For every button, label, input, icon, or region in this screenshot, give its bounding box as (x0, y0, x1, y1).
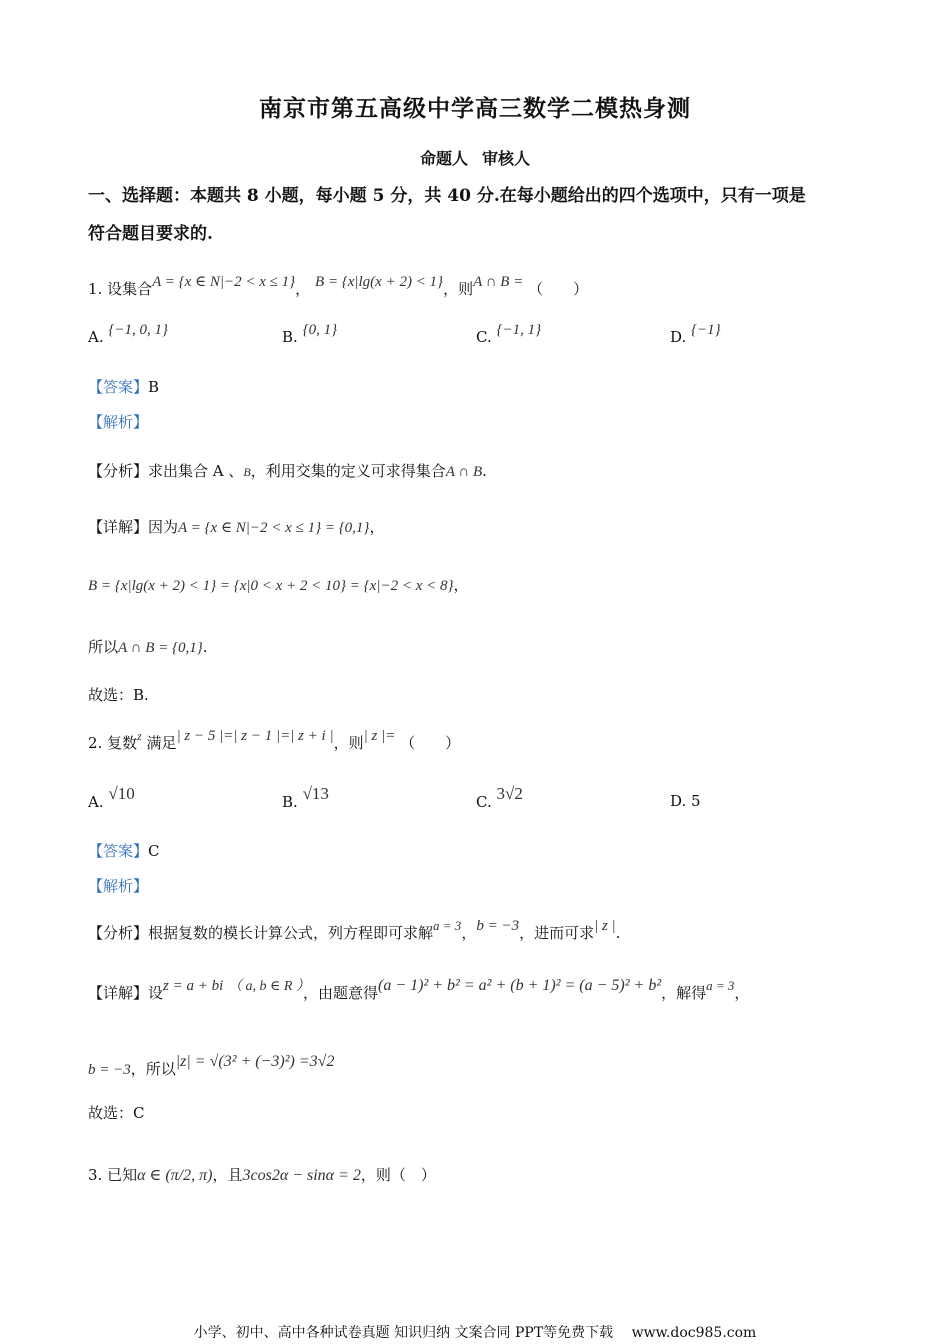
q2-line2-math2: |z| = √(3² + (−3)²) =3√2 (175, 1053, 335, 1070)
q2-choose: 故选：C (88, 1104, 145, 1122)
q2-cond: | z − 5 |=| z − 1 |=| z + i | (176, 728, 334, 744)
q1-fenxi-text2: ，利用交集的定义可求得集合 (250, 462, 446, 480)
q1-option-a-value: {−1, 0, 1} (108, 322, 169, 338)
q2-detail-line2 (88, 1053, 335, 1079)
q2-detail-tag: 【详解】 (88, 984, 149, 1002)
q2-option-c-value: 3√2 (496, 784, 523, 803)
q2-option-d-label: D. (670, 792, 687, 810)
q1-stem-prefix: 1. 设集合 (88, 280, 153, 298)
q2-option-a-value: √10 (108, 784, 135, 803)
q2-fenxi-text2: ，进而可求 (519, 924, 595, 942)
q2-option-d (670, 792, 701, 810)
q1-analysis-tag: 【解析】 (88, 413, 149, 431)
document-title: 南京市第五高级中学高三数学二模热身测 (259, 95, 691, 122)
q1-detail-end1: ， (369, 518, 385, 536)
q1-detail-math1: A = {x ∈ N|−2 < x ≤ 1} = {0,1} (178, 520, 370, 536)
q1-detail-math2: B = {x|lg(x + 2) < 1} = {x|0 < x + 2 < 10} = {x|−2 < x < 8} (88, 578, 454, 594)
q1-so-end: . (202, 638, 208, 656)
q1-option-b-value: {0, 1} (302, 322, 338, 338)
q1-fenxi (88, 460, 487, 481)
q1-fenxi-math1: B (243, 465, 251, 479)
q2-detail (88, 977, 750, 1003)
q2-paren: （ ） (400, 734, 461, 752)
q2-detail-math3: (a − 1)² + b² = a² + (b + 1)² = (a − 5)² + b² (378, 977, 662, 994)
q2-detail-math4: a = 3 (706, 978, 735, 993)
q2-line2-math1: b = −3 (88, 1062, 131, 1078)
q1-choose: 故选：B. (88, 686, 149, 704)
q2-option-a-label: A. (88, 793, 104, 811)
q1-detail-line2 (88, 574, 469, 595)
q1-set-b: B = {x|lg(x + 2) < 1} (314, 274, 444, 290)
q2-option-c-label: C. (476, 793, 492, 811)
page-footer: 小学、初中、高中各种试卷真题 知识归纳 文案合同 PPT等免费下载 www.doc985.com (193, 1325, 757, 1341)
q3-math2: 3cos2α − sinα = 2 (242, 1167, 361, 1184)
q2-satisfy: 满足 (146, 734, 177, 752)
q1-option-c (476, 322, 542, 347)
q2-then: ，则 (333, 734, 364, 752)
q1-option-d (670, 322, 721, 347)
q1-set-a: A = {x ∈ N|−2 < x ≤ 1} (152, 274, 296, 290)
q2-fenxi-math3: | z | (594, 918, 616, 934)
q1-expr: A ∩ B = (473, 274, 524, 290)
q2-answer-value: C (148, 842, 160, 860)
q2-answer-tag: 【答案】 (88, 842, 149, 860)
q3-stem-prefix: 3. 已知 (88, 1166, 138, 1184)
q1-answer (88, 376, 159, 397)
author-label: 命题人 (419, 149, 468, 168)
q1-paren: （ ） (528, 280, 589, 298)
q1-option-d-value: {−1} (691, 322, 721, 338)
q2-analysis-tag: 【解析】 (88, 877, 149, 895)
q2-line2-text: ，所以 (130, 1060, 176, 1078)
q3-stem (88, 1164, 436, 1185)
q1-so-math: A ∩ B = {0,1} (118, 640, 203, 656)
q2-option-b (282, 784, 329, 812)
q1-fenxi-text1: 求出集合 A 、 (148, 462, 244, 480)
q1-so-text: 所以 (88, 638, 119, 656)
q2-detail-text2: ，由题意得 (302, 984, 378, 1002)
q2-fenxi-tag: 【分析】 (88, 924, 149, 942)
q2-option-b-value: √13 (302, 784, 329, 803)
q1-fenxi-tag: 【分析】 (88, 462, 149, 480)
q1-option-c-value: {−1, 1} (496, 322, 542, 338)
q2-fenxi-end: . (615, 924, 621, 942)
q2-fenxi (88, 918, 621, 943)
q2-option-b-label: B. (282, 793, 298, 811)
q1-fenxi-end: . (482, 462, 487, 480)
q3-text1: ，且 (212, 1166, 243, 1184)
q1-so (88, 636, 208, 657)
q1-option-d-label: D. (670, 328, 687, 346)
q1-fenxi-math2: A ∩ B (445, 464, 483, 480)
q2-answer (88, 840, 160, 861)
q2-stem (88, 728, 461, 753)
q1-option-b-label: B. (282, 328, 298, 346)
section-heading-line2: 符合题目要求的. (88, 224, 213, 244)
q1-detail-end2: ， (453, 576, 469, 594)
section-heading-line1: 一、选择题：本题共 8 小题，每小题 5 分，共 40 分.在每小题给出的四个选项中，只有一项是 (88, 186, 806, 206)
q2-z: z (137, 729, 142, 743)
q2-option-a (88, 784, 135, 812)
q2-detail-text3: ，解得 (661, 984, 707, 1002)
document-subtitle (0, 146, 950, 169)
q1-detail-text: 因为 (148, 518, 179, 536)
q2-detail-text1: 设 (148, 984, 164, 1002)
q2-option-d-value: 5 (691, 792, 701, 810)
q2-option-c (476, 784, 523, 812)
q1-detail (88, 516, 384, 537)
q1-detail-tag: 【详解】 (88, 518, 149, 536)
q2-fenxi-math2: b = −3 (476, 918, 520, 934)
q2-detail-math1: z = a + bi (163, 978, 224, 994)
reviewer-label: 审核人 (482, 149, 531, 168)
q3-text2: ，则（ ） (360, 1166, 436, 1184)
q1-then: ，则 (443, 280, 474, 298)
q1-option-c-label: C. (476, 328, 492, 346)
q2-fenxi-text1: 根据复数的模长计算公式，列方程即可求解 (148, 924, 434, 942)
q2-detail-math2: （ a, b ∈ R ） (228, 979, 303, 994)
q1-option-a-label: A. (88, 328, 104, 346)
q3-math1: α ∈ (π/2, π) (137, 1167, 213, 1184)
q2-stem-prefix: 2. 复数 (88, 734, 138, 752)
q1-option-a (88, 322, 169, 347)
q2-fenxi-math1: a = 3 (433, 918, 462, 933)
q2-expr: | z |= (363, 728, 396, 744)
q2-fenxi-sep: ， (461, 924, 477, 942)
q1-answer-value: B (148, 378, 160, 396)
q1-answer-tag: 【答案】 (88, 378, 149, 396)
q1-option-b (282, 322, 338, 347)
q2-detail-end: ， (734, 984, 750, 1002)
q1-stem (88, 274, 589, 299)
q1-comma: ， (295, 280, 311, 298)
